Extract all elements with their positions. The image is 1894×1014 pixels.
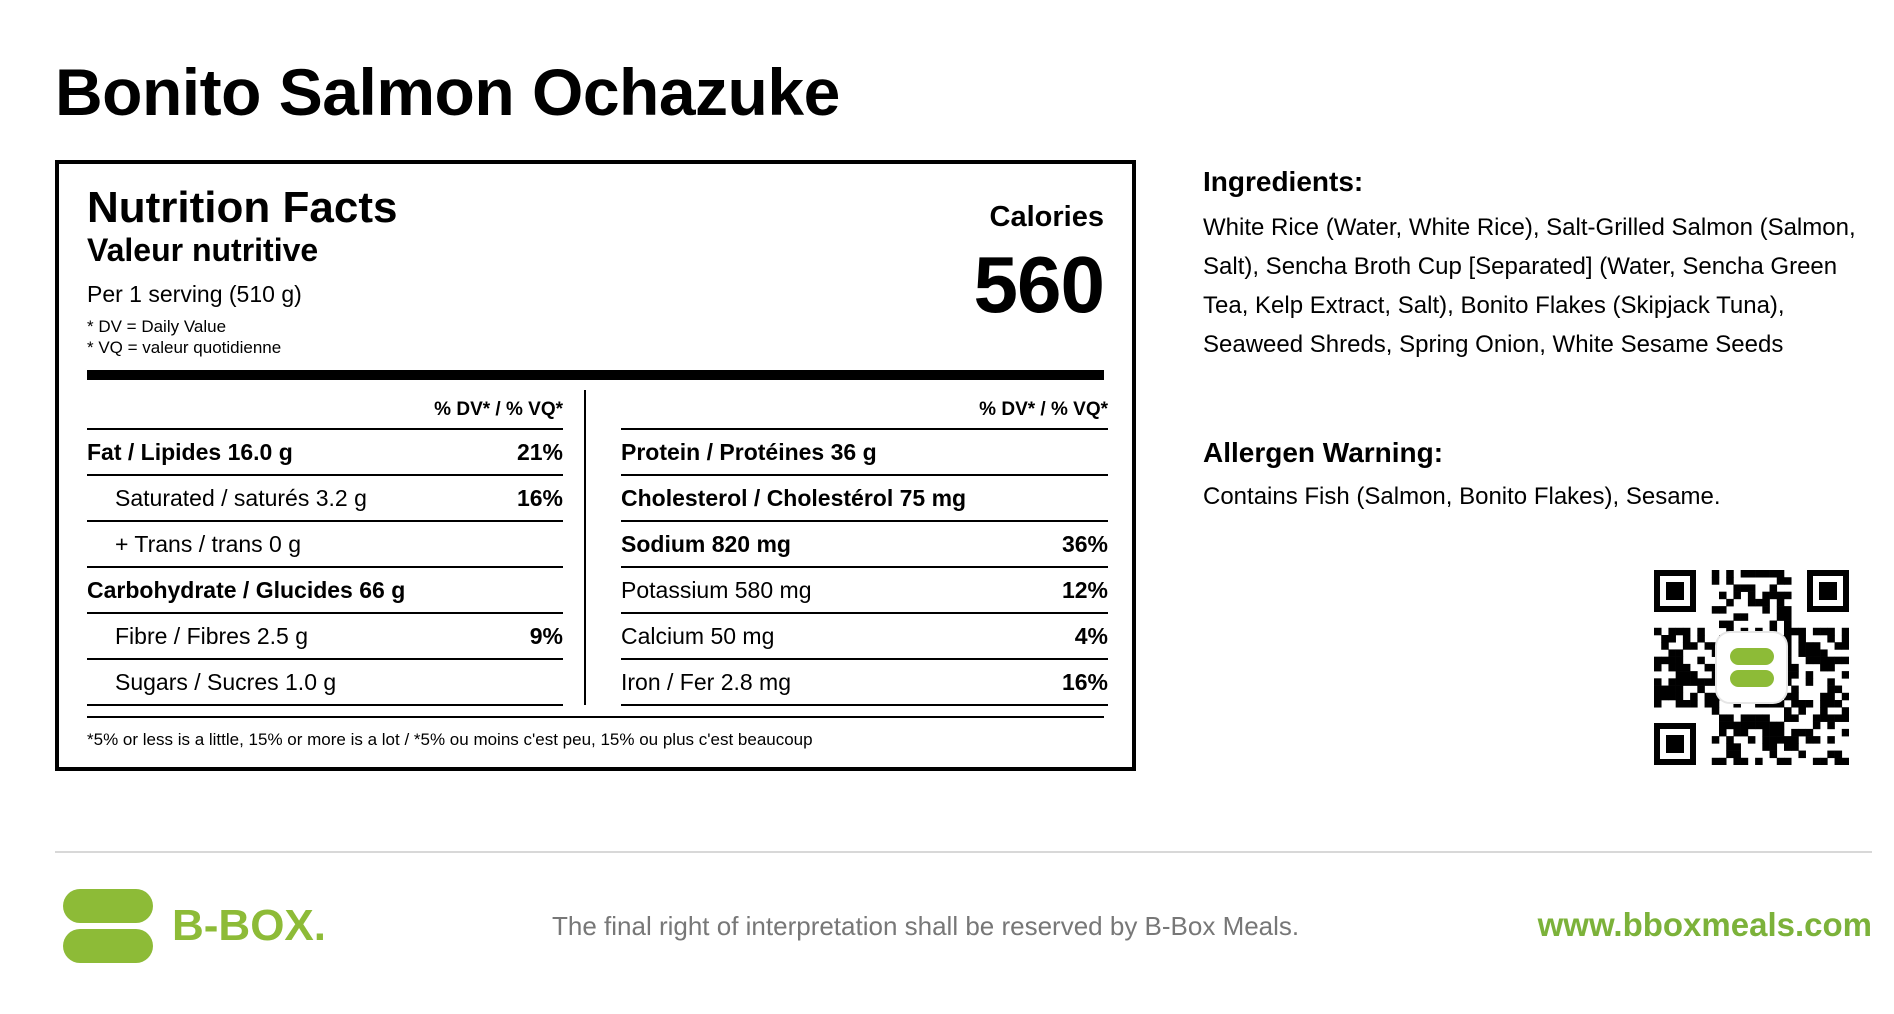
nutrient-label: Fat / Lipides 16.0 g bbox=[87, 439, 293, 465]
nutrient-dv: 9% bbox=[529, 623, 563, 649]
dv-header: % DV* / % VQ* bbox=[621, 392, 1108, 430]
allergen-heading: Allergen Warning: bbox=[1203, 437, 1444, 468]
column-divider bbox=[584, 390, 586, 705]
nutrient-label: Potassium 580 mg bbox=[621, 577, 812, 603]
thick-divider bbox=[87, 370, 1104, 380]
disclaimer: The final right of interpretation shall be reserved by B-Box Meals. bbox=[552, 911, 1300, 941]
nutrient-dv: 4% bbox=[1074, 623, 1108, 649]
calories-value: 560 bbox=[973, 240, 1104, 329]
nutrient-dv: 36% bbox=[1061, 531, 1108, 557]
calories-label: Calories bbox=[989, 201, 1104, 233]
nutrient-dv: 16% bbox=[516, 485, 563, 511]
dv-note: * DV = Daily Value bbox=[87, 317, 227, 336]
nutrient-dv: 21% bbox=[516, 439, 563, 465]
vq-note: * VQ = valeur quotidienne bbox=[87, 338, 282, 357]
nutrient-row-cholesterol bbox=[621, 476, 1108, 522]
nutrient-label: Sugars / Sucres 1.0 g bbox=[115, 669, 337, 695]
nutrient-label: Cholesterol / Cholestérol 75 mg bbox=[621, 485, 967, 511]
nutrient-row-saturated bbox=[87, 476, 563, 522]
nutrition-facts-panel bbox=[55, 160, 1136, 771]
nutrient-row-potassium bbox=[621, 568, 1108, 614]
nutrient-dv: 12% bbox=[1061, 577, 1108, 603]
nutrient-row-fat bbox=[87, 430, 563, 476]
valeur-nutritive-heading: Valeur nutritive bbox=[87, 232, 319, 268]
product-title: Bonito Salmon Ochazuke bbox=[55, 55, 840, 129]
nutrient-label: Calcium 50 mg bbox=[621, 623, 775, 649]
nutrient-row-trans bbox=[87, 522, 563, 568]
dv-footnote: *5% or less is a little, 15% or more is a lot / *5% ou moins c'est peu, 15% ou plus c'est beaucoup bbox=[87, 730, 813, 749]
nutrient-label: Sodium 820 mg bbox=[621, 531, 791, 557]
nutrient-label: Carbohydrate / Glucides 66 g bbox=[87, 577, 406, 603]
nutrient-row-calcium bbox=[621, 614, 1108, 660]
qr-code-icon[interactable] bbox=[1654, 570, 1849, 765]
ingredients-text: White Rice (Water, White Rice), Salt-Grilled Salmon (Salmon, Salt), Sencha Broth Cup [Separated] (Water, Sencha Green Tea, Kelp Extract, Salt), Bonito Flakes (Skipjack Tuna), Seaweed Shreds, Spring Onion, White Sesame Seeds bbox=[1203, 214, 1856, 358]
nutrient-row-fibre bbox=[87, 614, 563, 660]
serving-size: Per 1 serving (510 g) bbox=[87, 281, 302, 307]
nutrition-facts-heading: Nutrition Facts bbox=[87, 183, 398, 232]
b-box-logo-icon bbox=[63, 887, 153, 965]
nutrient-column-right bbox=[621, 392, 1108, 706]
nutrient-dv: 16% bbox=[1061, 669, 1108, 695]
website-link[interactable]: www.bboxmeals.com bbox=[1537, 906, 1872, 943]
nutrient-row-sodium bbox=[621, 522, 1108, 568]
dv-header: % DV* / % VQ* bbox=[87, 392, 563, 430]
bottom-divider bbox=[87, 716, 1104, 718]
nutrient-label: Protein / Protéines 36 g bbox=[621, 439, 877, 465]
nutrient-row-carbohydrate bbox=[87, 568, 563, 614]
nutrient-column-left bbox=[87, 392, 563, 706]
nutrient-label: + Trans / trans 0 g bbox=[115, 531, 302, 557]
allergen-text: Contains Fish (Salmon, Bonito Flakes), Sesame. bbox=[1203, 483, 1721, 510]
nutrient-row-iron bbox=[621, 660, 1108, 706]
brand-name: B-BOX. bbox=[172, 901, 326, 950]
footer-divider bbox=[55, 851, 1872, 853]
nutrient-row-protein bbox=[621, 430, 1108, 476]
nutrient-label: Saturated / saturés 3.2 g bbox=[115, 485, 367, 511]
ingredients-heading: Ingredients: bbox=[1203, 166, 1364, 197]
nutrient-label: Iron / Fer 2.8 mg bbox=[621, 669, 792, 695]
nutrient-label: Fibre / Fibres 2.5 g bbox=[115, 623, 309, 649]
nutrient-row-sugars bbox=[87, 660, 563, 706]
